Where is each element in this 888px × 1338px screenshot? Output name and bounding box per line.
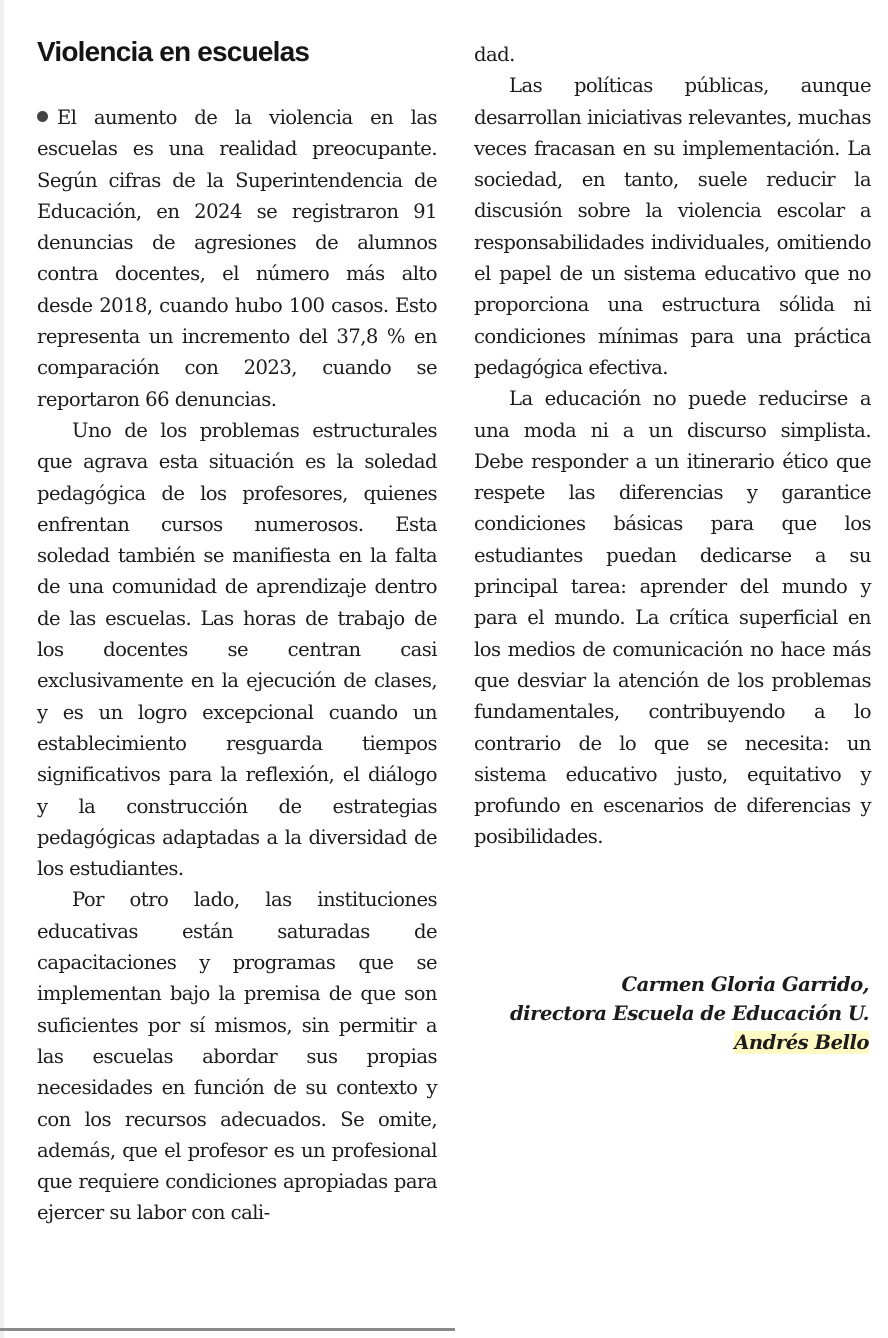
author-institution [474, 1028, 869, 1057]
paragraph-1-text: El aumento de la violencia en las escuelas es una realidad preocupante. Según cifras de la Superintendencia de Educación, en 2024 se registraron 91 denuncias de agresiones de alumnos contra docentes, el número más alto desde 2018, cuando hubo 100 casos. Esto representa un incremento del 37,8 % en comparación con 2023, cuando se reportaron 66 denuncias. [37, 106, 437, 411]
paragraph-5: La educación no puede reducirse a una moda ni a un discurso simplista. Debe responder a un itinerario ético que respete las diferencias y garantice condiciones básicas para que los estudiantes puedan dedicarse a su principal tarea: aprender del mundo y para el mundo. La crítica superficial en los medios de comunicación no hace más que desviar la atención de los problemas fundamentales, contribuyendo a lo contrario de lo que se necesita: un sistema educativo justo, equitativo y profundo en escenarios de diferencias y posibilidades. [474, 387, 871, 849]
column-left [37, 102, 437, 1229]
paragraph-continuation: dad. [474, 43, 515, 66]
paragraph-2: Uno de los problemas estructurales que agrava esta situación es la soledad pedagógica de los profesores, quienes enfrentan cursos numerosos. Esta soledad también se manifiesta en la falta de una comunidad de aprendizaje dentro de las escuelas. Las horas de trabajo de los docentes se centran casi exclusivamente en la ejecución de clases, y es un logro excepcional cuando un establecimiento resguarda tiempos significativos para la reflexión, el diálogo y la construcción de estrategias pedagógicas adaptadas a la diversidad de los estudiantes. [37, 418, 437, 881]
article-title: Violencia en escuelas [37, 36, 310, 67]
paragraph-4: Las políticas públicas, aunque desarrollan iniciativas relevantes, muchas veces fracasan en su implementación. La sociedad, en tanto, suele reducir la discusión sobre la violencia escolar a responsabilidades individuales, omitiendo el papel de un sistema educativo que no proporciona una estructura sólida ni condiciones mínimas para una práctica pedagógica efectiva. [474, 74, 871, 379]
paragraph-3: Por otro lado, las instituciones educativas están saturadas de capacitaciones y programas que se implementan bajo la premisa de que son suficientes por sí mismos, sin permitir a las escuelas abordar sus propias necesidades en función de su contexto y con los recursos adecuados. Se omite, además, que el profesor es un profesional que requiere condiciones apropiadas para ejercer su labor con cali- [37, 888, 437, 1225]
bottom-divider [0, 1328, 455, 1331]
signature [474, 970, 869, 1057]
author-institution-text: Andrés Bello [734, 1031, 869, 1054]
paragraph-1 [37, 102, 437, 415]
bullet-icon [37, 111, 48, 122]
author-name: Carmen Gloria Garrido, [621, 973, 869, 996]
author-role: directora Escuela de Educación U. [509, 1002, 869, 1025]
column-right [474, 39, 871, 853]
page-edge [0, 0, 4, 1338]
